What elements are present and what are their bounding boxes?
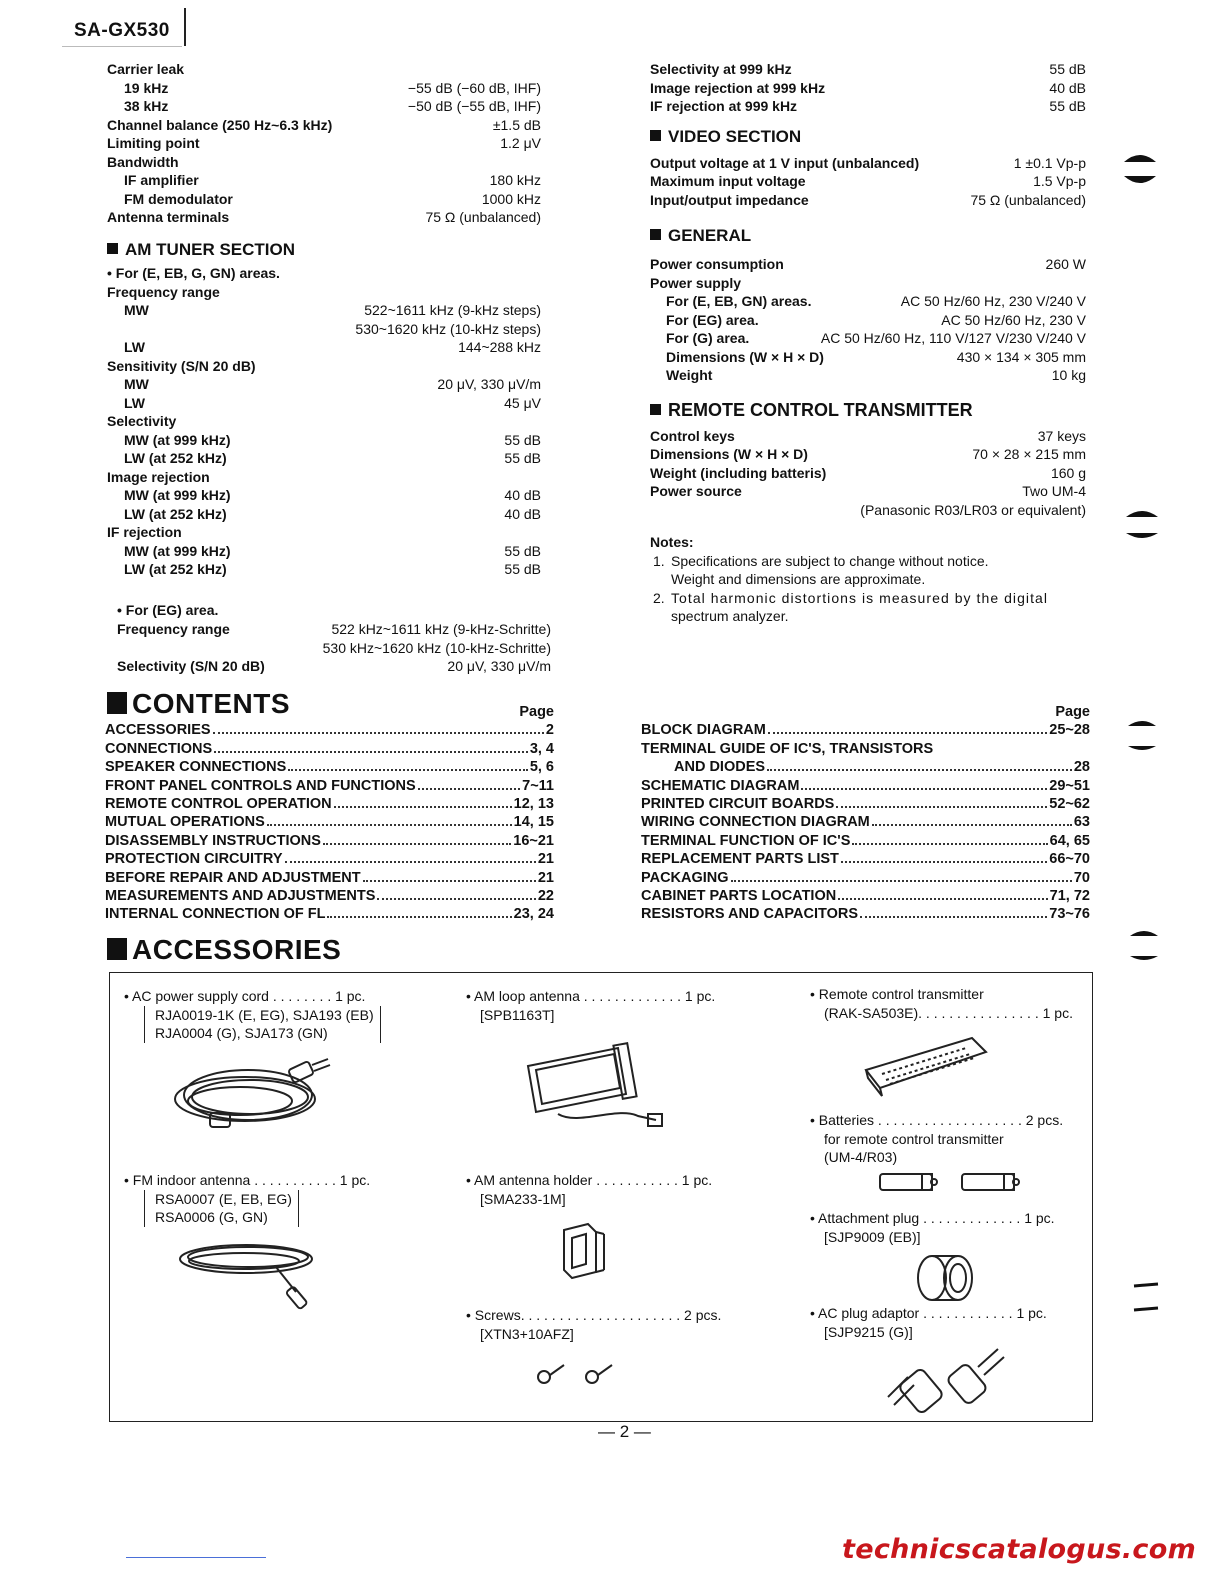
part-number: RJA0019-1K (E, EG), SJA193 (EB) — [155, 1006, 374, 1023]
toc-entry — [105, 721, 554, 739]
spec-label: For (E, EB, GN) areas. — [666, 293, 812, 309]
section-square-icon — [650, 229, 661, 240]
spec-value: 75 Ω (unbalanced) — [425, 209, 541, 225]
watermark-link[interactable]: technicscatalogus.com — [842, 1534, 1197, 1565]
accessory-label: • Attachment plug . . . . . . . . . . . . . 1 pc. — [810, 1210, 1055, 1226]
toc-leader-dots — [288, 769, 528, 771]
toc-leader-dots — [323, 843, 511, 845]
toc-page-label: Page — [1055, 704, 1090, 720]
toc-entry-page: 16~21 — [513, 832, 554, 849]
toc-entry-page: 64, 65 — [1049, 832, 1090, 849]
note-text: spectrum analyzer. — [671, 608, 789, 624]
spec-value: 55 dB — [504, 561, 541, 577]
part-number: (RAK-SA503E). . . . . . . . . . . . . . . . 1 pc. — [824, 1004, 1073, 1021]
spec-label: Image rejection at 999 kHz — [650, 79, 826, 96]
toc-entry-title: DISASSEMBLY INSTRUCTIONS — [105, 832, 321, 849]
note-number: 2. — [653, 589, 665, 606]
spec-label: Carrier leak — [107, 61, 185, 77]
spec-label: Power consumption — [650, 256, 784, 272]
spec-label: Power supply — [650, 274, 742, 291]
toc-leader-dots — [768, 732, 1047, 734]
spec-label: Image rejection — [107, 468, 210, 485]
toc-entry-page: 3, 4 — [529, 740, 554, 757]
spec-value: 55 dB — [1049, 61, 1086, 77]
spec-label: LW (at 252 kHz) — [124, 561, 227, 577]
spec-label: 38 kHz — [124, 98, 169, 114]
spec-value: 430 × 134 × 305 mm — [956, 348, 1086, 365]
toc-entry-title: TERMINAL GUIDE OF IC'S, TRANSISTORS — [641, 740, 934, 757]
toc-leader-dots — [213, 732, 544, 734]
note-text: Total harmonic distortions is measured by the digital — [671, 589, 1049, 606]
toc-entry-title: PACKAGING — [641, 869, 729, 886]
spec-label: Output voltage at 1 V input (unbalanced) — [650, 154, 920, 171]
toc-entry-title: BLOCK DIAGRAM — [641, 722, 766, 739]
spec-value: 1 ±0.1 Vp-p — [1013, 154, 1086, 171]
spec-label: Weight (including batteris) — [650, 464, 827, 481]
area-note: • For (EG) area. — [117, 602, 219, 618]
contents-title: CONTENTS — [132, 688, 290, 719]
section-heading-video — [650, 124, 1086, 150]
toc-entry-title: RESISTORS AND CAPACITORS — [641, 906, 858, 923]
spec-value: 522~1611 kHz (9-kHz steps) — [364, 302, 541, 318]
spec-label: Limiting point — [107, 135, 200, 151]
toc-entry — [641, 905, 1090, 923]
accessory-screws — [466, 1306, 721, 1389]
spec-value: 55 dB — [1049, 98, 1086, 114]
spec-value: −55 dB (−60 dB, IHF) — [407, 79, 541, 96]
toc-entry-page: 23, 24 — [513, 906, 554, 923]
toc-entry-title: MEASUREMENTS AND ADJUSTMENTS — [105, 887, 376, 904]
spec-value: AC 50 Hz/60 Hz, 230 V/240 V — [900, 293, 1086, 309]
accessory-am-holder — [466, 1171, 712, 1280]
spec-value: 180 kHz — [489, 172, 541, 188]
spec-value: 55 dB — [504, 450, 541, 466]
accessory-am-loop — [466, 987, 715, 1132]
toc-entry — [641, 758, 1090, 776]
spec-value: 40 dB — [1049, 79, 1086, 96]
spec-value: 55 dB — [504, 542, 541, 559]
toc-entry-title: AND DIODES — [674, 759, 766, 776]
toc-entry — [641, 813, 1090, 831]
accessories-title: ACCESSORIES — [132, 934, 342, 965]
toc-entry-page: 21 — [537, 869, 554, 886]
note-number: 1. — [653, 552, 665, 569]
toc-entry — [105, 832, 554, 850]
part-number: [SPB1163T] — [480, 1006, 555, 1023]
spec-value: 70 × 28 × 215 mm — [972, 446, 1086, 462]
spec-label: Selectivity (S/N 20 dB) — [117, 658, 265, 674]
toc-entry — [641, 869, 1090, 887]
spec-label: Frequency range — [117, 621, 230, 637]
spec-label: Antenna terminals — [107, 209, 230, 225]
toc-leader-dots — [852, 843, 1047, 845]
section-square-icon — [107, 938, 127, 960]
spec-value: 522 kHz~1611 kHz (9-kHz-Schritte) — [331, 621, 551, 637]
toc-entry — [105, 869, 554, 887]
binding-mark-icon — [1132, 1276, 1162, 1316]
toc-entry — [105, 740, 554, 758]
accessory-attachment-plug — [810, 1209, 1055, 1304]
spec-value: 530~1620 kHz (10-kHz steps) — [355, 320, 541, 337]
spec-value: AC 50 Hz/60 Hz, 110 V/127 V/230 V/240 V — [820, 330, 1086, 346]
fm-antenna-icon — [176, 1237, 336, 1313]
toc-entry-title: REPLACEMENT PARTS LIST — [641, 851, 839, 868]
toc-left — [105, 703, 554, 924]
spec-label: MW — [124, 302, 149, 318]
spec-label: MW (at 999 kHz) — [124, 431, 231, 448]
spec-value: 1.5 Vp-p — [1033, 173, 1086, 189]
section-title: REMOTE CONTROL TRANSMITTER — [668, 399, 973, 420]
spec-label: Selectivity — [107, 413, 177, 429]
toc-leader-dots — [731, 880, 1072, 882]
header-underline — [62, 46, 182, 47]
toc-leader-dots — [860, 916, 1047, 918]
toc-entry-page: 70 — [1073, 869, 1090, 886]
footer-rule — [126, 1557, 266, 1558]
spec-value: 55 dB — [504, 431, 541, 448]
section-heading-general — [650, 223, 1086, 249]
toc-entry-page: 7~11 — [522, 777, 554, 794]
toc-entry-page: 71, 72 — [1049, 887, 1090, 904]
spec-label: Power source — [650, 483, 742, 499]
spec-label: IF rejection at 999 kHz — [650, 98, 798, 114]
binding-mark-icon — [1124, 505, 1160, 545]
left-spec-column — [107, 60, 541, 579]
toc-entry-page: 52~62 — [1049, 795, 1090, 812]
ac-plug-adaptor-icon — [884, 1345, 1014, 1423]
accessory-label: • AC plug adaptor . . . . . . . . . . . . 1 pc. — [810, 1305, 1047, 1321]
spec-label: LW — [124, 394, 145, 411]
spec-label: Maximum input voltage — [650, 173, 806, 189]
toc-entry-title: BEFORE REPAIR AND ADJUSTMENT — [105, 869, 361, 886]
accessory-detail: for remote control transmitter — [824, 1130, 1004, 1147]
spec-label: Bandwidth — [107, 153, 179, 170]
accessory-batteries — [810, 1111, 1063, 1193]
toc-entry — [105, 850, 554, 868]
toc-right — [641, 703, 1090, 924]
spec-label: LW (at 252 kHz) — [124, 450, 227, 466]
section-square-icon — [650, 404, 661, 415]
spec-label: Selectivity at 999 kHz — [650, 61, 792, 77]
toc-entry — [105, 813, 554, 831]
accessory-label: • Remote control transmitter — [810, 986, 984, 1002]
spec-label: MW (at 999 kHz) — [124, 487, 231, 503]
toc-entry — [641, 832, 1090, 850]
toc-entry-page: 73~76 — [1049, 906, 1090, 923]
spec-label: MW (at 999 kHz) — [124, 542, 231, 559]
spec-value: 260 W — [1045, 256, 1086, 272]
spec-value: −50 dB (−55 dB, IHF) — [407, 98, 541, 114]
spec-label: Dimensions (W × H × D) — [666, 348, 824, 365]
part-number: [SJP9009 (EB)] — [824, 1228, 921, 1245]
spec-label: Frequency range — [107, 283, 220, 300]
section-square-icon — [650, 130, 661, 141]
spec-value: 1000 kHz — [481, 190, 541, 207]
toc-entry-page: 22 — [537, 887, 554, 904]
toc-entry — [105, 887, 554, 905]
accessory-label: • AM antenna holder . . . . . . . . . . . 1 pc. — [466, 1172, 713, 1188]
toc-entry — [105, 758, 554, 776]
part-number: [XTN3+10AFZ] — [480, 1325, 574, 1342]
attachment-plug-icon — [912, 1250, 982, 1304]
right-spec-column — [650, 60, 1086, 626]
area-note: • For (E, EB, G, GN) areas. — [107, 264, 280, 281]
toc-entry — [105, 795, 554, 813]
toc-entry — [641, 795, 1090, 813]
eg-area-specs — [117, 600, 551, 676]
toc-entry-page: 12, 13 — [513, 795, 554, 812]
toc-leader-dots — [418, 788, 520, 790]
toc-entry — [105, 905, 554, 923]
toc-entry-title: CONNECTIONS — [105, 740, 213, 757]
spec-label: IF amplifier — [124, 172, 199, 188]
spec-value: 40 dB — [504, 487, 541, 503]
binding-mark-icon — [1120, 150, 1160, 190]
toc-entry-title: REMOTE CONTROL OPERATION — [105, 795, 332, 812]
part-number: [SMA233-1M] — [480, 1190, 566, 1207]
spec-label: Control keys — [650, 427, 735, 444]
part-number: RJA0004 (G), SJA173 (GN) — [155, 1025, 328, 1041]
toc-leader-dots — [334, 806, 512, 808]
section-title: VIDEO SECTION — [668, 126, 802, 146]
spec-value: 75 Ω (unbalanced) — [970, 191, 1086, 208]
page-number: — 2 — — [598, 1422, 651, 1441]
spec-label: Channel balance (250 Hz~6.3 kHz) — [107, 116, 333, 133]
toc-entry — [641, 740, 1090, 758]
part-number: RSA0007 (E, EB, EG) — [155, 1190, 292, 1207]
toc-leader-dots — [285, 861, 536, 863]
toc-page-label: Page — [519, 704, 554, 720]
accessory-detail: (UM-4/R03) — [824, 1149, 898, 1165]
toc-entry-title: PROTECTION CIRCUITRY — [105, 851, 283, 868]
toc-leader-dots — [267, 824, 512, 826]
spec-value: Two UM-4 — [1022, 483, 1086, 499]
remote-control-icon — [862, 1030, 992, 1100]
spec-label: For (EG) area. — [666, 311, 759, 328]
spec-label: LW (at 252 kHz) — [124, 505, 227, 522]
spec-label: LW — [124, 339, 145, 355]
accessory-remote — [810, 985, 1073, 1100]
toc-entry-page: 25~28 — [1049, 722, 1090, 739]
section-heading-am-tuner — [107, 237, 541, 263]
binding-mark-icon — [1124, 716, 1160, 756]
screws-icon — [534, 1355, 624, 1389]
toc-entry-title: INTERNAL CONNECTION OF FL — [105, 906, 326, 923]
toc-entry-page: 66~70 — [1049, 851, 1090, 868]
toc-entry-page: 28 — [1073, 759, 1090, 776]
spec-value: (Panasonic R03/LR03 or equivalent) — [860, 501, 1086, 518]
spec-label: For (G) area. — [666, 330, 750, 346]
power-cord-icon — [170, 1057, 340, 1137]
spec-label: IF rejection — [107, 524, 182, 540]
spec-label: Weight — [666, 367, 713, 383]
accessory-label: • FM indoor antenna . . . . . . . . . . . 1 pc. — [124, 1172, 371, 1188]
toc-entry-page: 63 — [1073, 814, 1090, 831]
toc-entry — [641, 721, 1090, 739]
toc-entry — [641, 887, 1090, 905]
toc-entry — [641, 777, 1090, 795]
toc-entry-title: PRINTED CIRCUIT BOARDS — [641, 795, 835, 812]
antenna-holder-icon — [556, 1220, 616, 1280]
toc-entry-title: CABINET PARTS LOCATION — [641, 887, 837, 904]
spec-value: 45 μV — [504, 394, 541, 411]
toc-entry-page: 14, 15 — [513, 814, 554, 831]
accessories-heading — [107, 934, 341, 966]
spec-value: 20 μV, 330 μV/m — [437, 376, 541, 392]
toc-entry-title: WIRING CONNECTION DIAGRAM — [641, 814, 870, 831]
spec-value: 1.2 μV — [500, 135, 541, 151]
spec-label: Dimensions (W × H × D) — [650, 446, 808, 462]
accessory-ac-cord — [124, 987, 381, 1137]
toc-leader-dots — [801, 788, 1047, 790]
toc-leader-dots — [767, 769, 1072, 771]
spec-value: 160 g — [1050, 464, 1086, 481]
toc-entry-title: SCHEMATIC DIAGRAM — [641, 777, 800, 794]
toc-entry — [105, 777, 554, 795]
toc-leader-dots — [836, 806, 1047, 808]
section-square-icon — [107, 243, 118, 254]
accessory-ac-plug-adaptor — [810, 1304, 1047, 1423]
spec-label: Input/output impedance — [650, 191, 809, 208]
am-loop-antenna-icon — [518, 1036, 678, 1132]
note-text: Weight and dimensions are approximate. — [671, 571, 926, 587]
spec-value: 37 keys — [1037, 427, 1086, 444]
section-title: AM TUNER SECTION — [125, 239, 295, 259]
spec-value: 40 dB — [504, 505, 541, 522]
toc-entry-title: MUTUAL OPERATIONS — [105, 814, 265, 831]
spec-value: ±1.5 dB — [492, 116, 541, 133]
toc-leader-dots — [363, 880, 536, 882]
binding-mark-icon — [1126, 926, 1162, 966]
part-number: [SJP9215 (G)] — [824, 1323, 913, 1340]
accessory-label: • Batteries . . . . . . . . . . . . . . . . . . . 2 pcs. — [810, 1112, 1064, 1128]
header-rule — [184, 8, 186, 46]
spec-label: 19 kHz — [124, 79, 169, 96]
toc-leader-dots — [838, 898, 1047, 900]
spec-value: 144~288 kHz — [458, 339, 541, 355]
notes-title: Notes: — [650, 534, 694, 550]
spec-value: AC 50 Hz/60 Hz, 230 V — [941, 311, 1086, 328]
spec-label: Sensitivity (S/N 20 dB) — [107, 357, 256, 374]
part-number: RSA0006 (G, GN) — [155, 1209, 268, 1225]
accessory-fm-antenna — [124, 1171, 370, 1313]
toc-leader-dots — [872, 824, 1072, 826]
toc-entry-title: FRONT PANEL CONTROLS AND FUNCTIONS — [105, 777, 416, 794]
spec-label: FM demodulator — [124, 190, 233, 207]
spec-label: MW — [124, 376, 149, 392]
toc-entry-page: 29~51 — [1049, 777, 1090, 794]
battery-icon — [878, 1171, 1028, 1193]
section-title: GENERAL — [668, 226, 752, 245]
toc-entry-page: 2 — [545, 722, 554, 739]
toc-entry-title: TERMINAL FUNCTION OF IC'S — [641, 832, 851, 849]
spec-value: 10 kg — [1051, 367, 1086, 383]
toc-entry-title: SPEAKER CONNECTIONS — [105, 759, 287, 776]
accessory-label: • AC power supply cord . . . . . . . . 1 pc. — [124, 988, 366, 1004]
accessory-label: • AM loop antenna . . . . . . . . . . . . . 1 pc. — [466, 988, 716, 1004]
toc-entry-page: 5, 6 — [529, 759, 554, 776]
section-heading-remote — [650, 397, 1086, 423]
toc-leader-dots — [841, 861, 1047, 863]
spec-value: 20 μV, 330 μV/m — [447, 658, 551, 674]
toc-entry-title: ACCESSORIES — [105, 722, 211, 739]
spec-value: 530 kHz~1620 kHz (10-kHz-Schritte) — [322, 639, 551, 656]
accessory-label: • Screws. . . . . . . . . . . . . . . . . . . . . 2 pcs. — [466, 1307, 722, 1323]
toc-entry — [641, 850, 1090, 868]
toc-leader-dots — [327, 916, 511, 918]
toc-leader-dots — [377, 898, 535, 900]
note-text: Specifications are subject to change without notice. — [671, 552, 989, 569]
toc-entry-page: 21 — [537, 851, 554, 868]
toc-leader-dots — [214, 751, 528, 753]
model-number: SA-GX530 — [74, 20, 170, 41]
